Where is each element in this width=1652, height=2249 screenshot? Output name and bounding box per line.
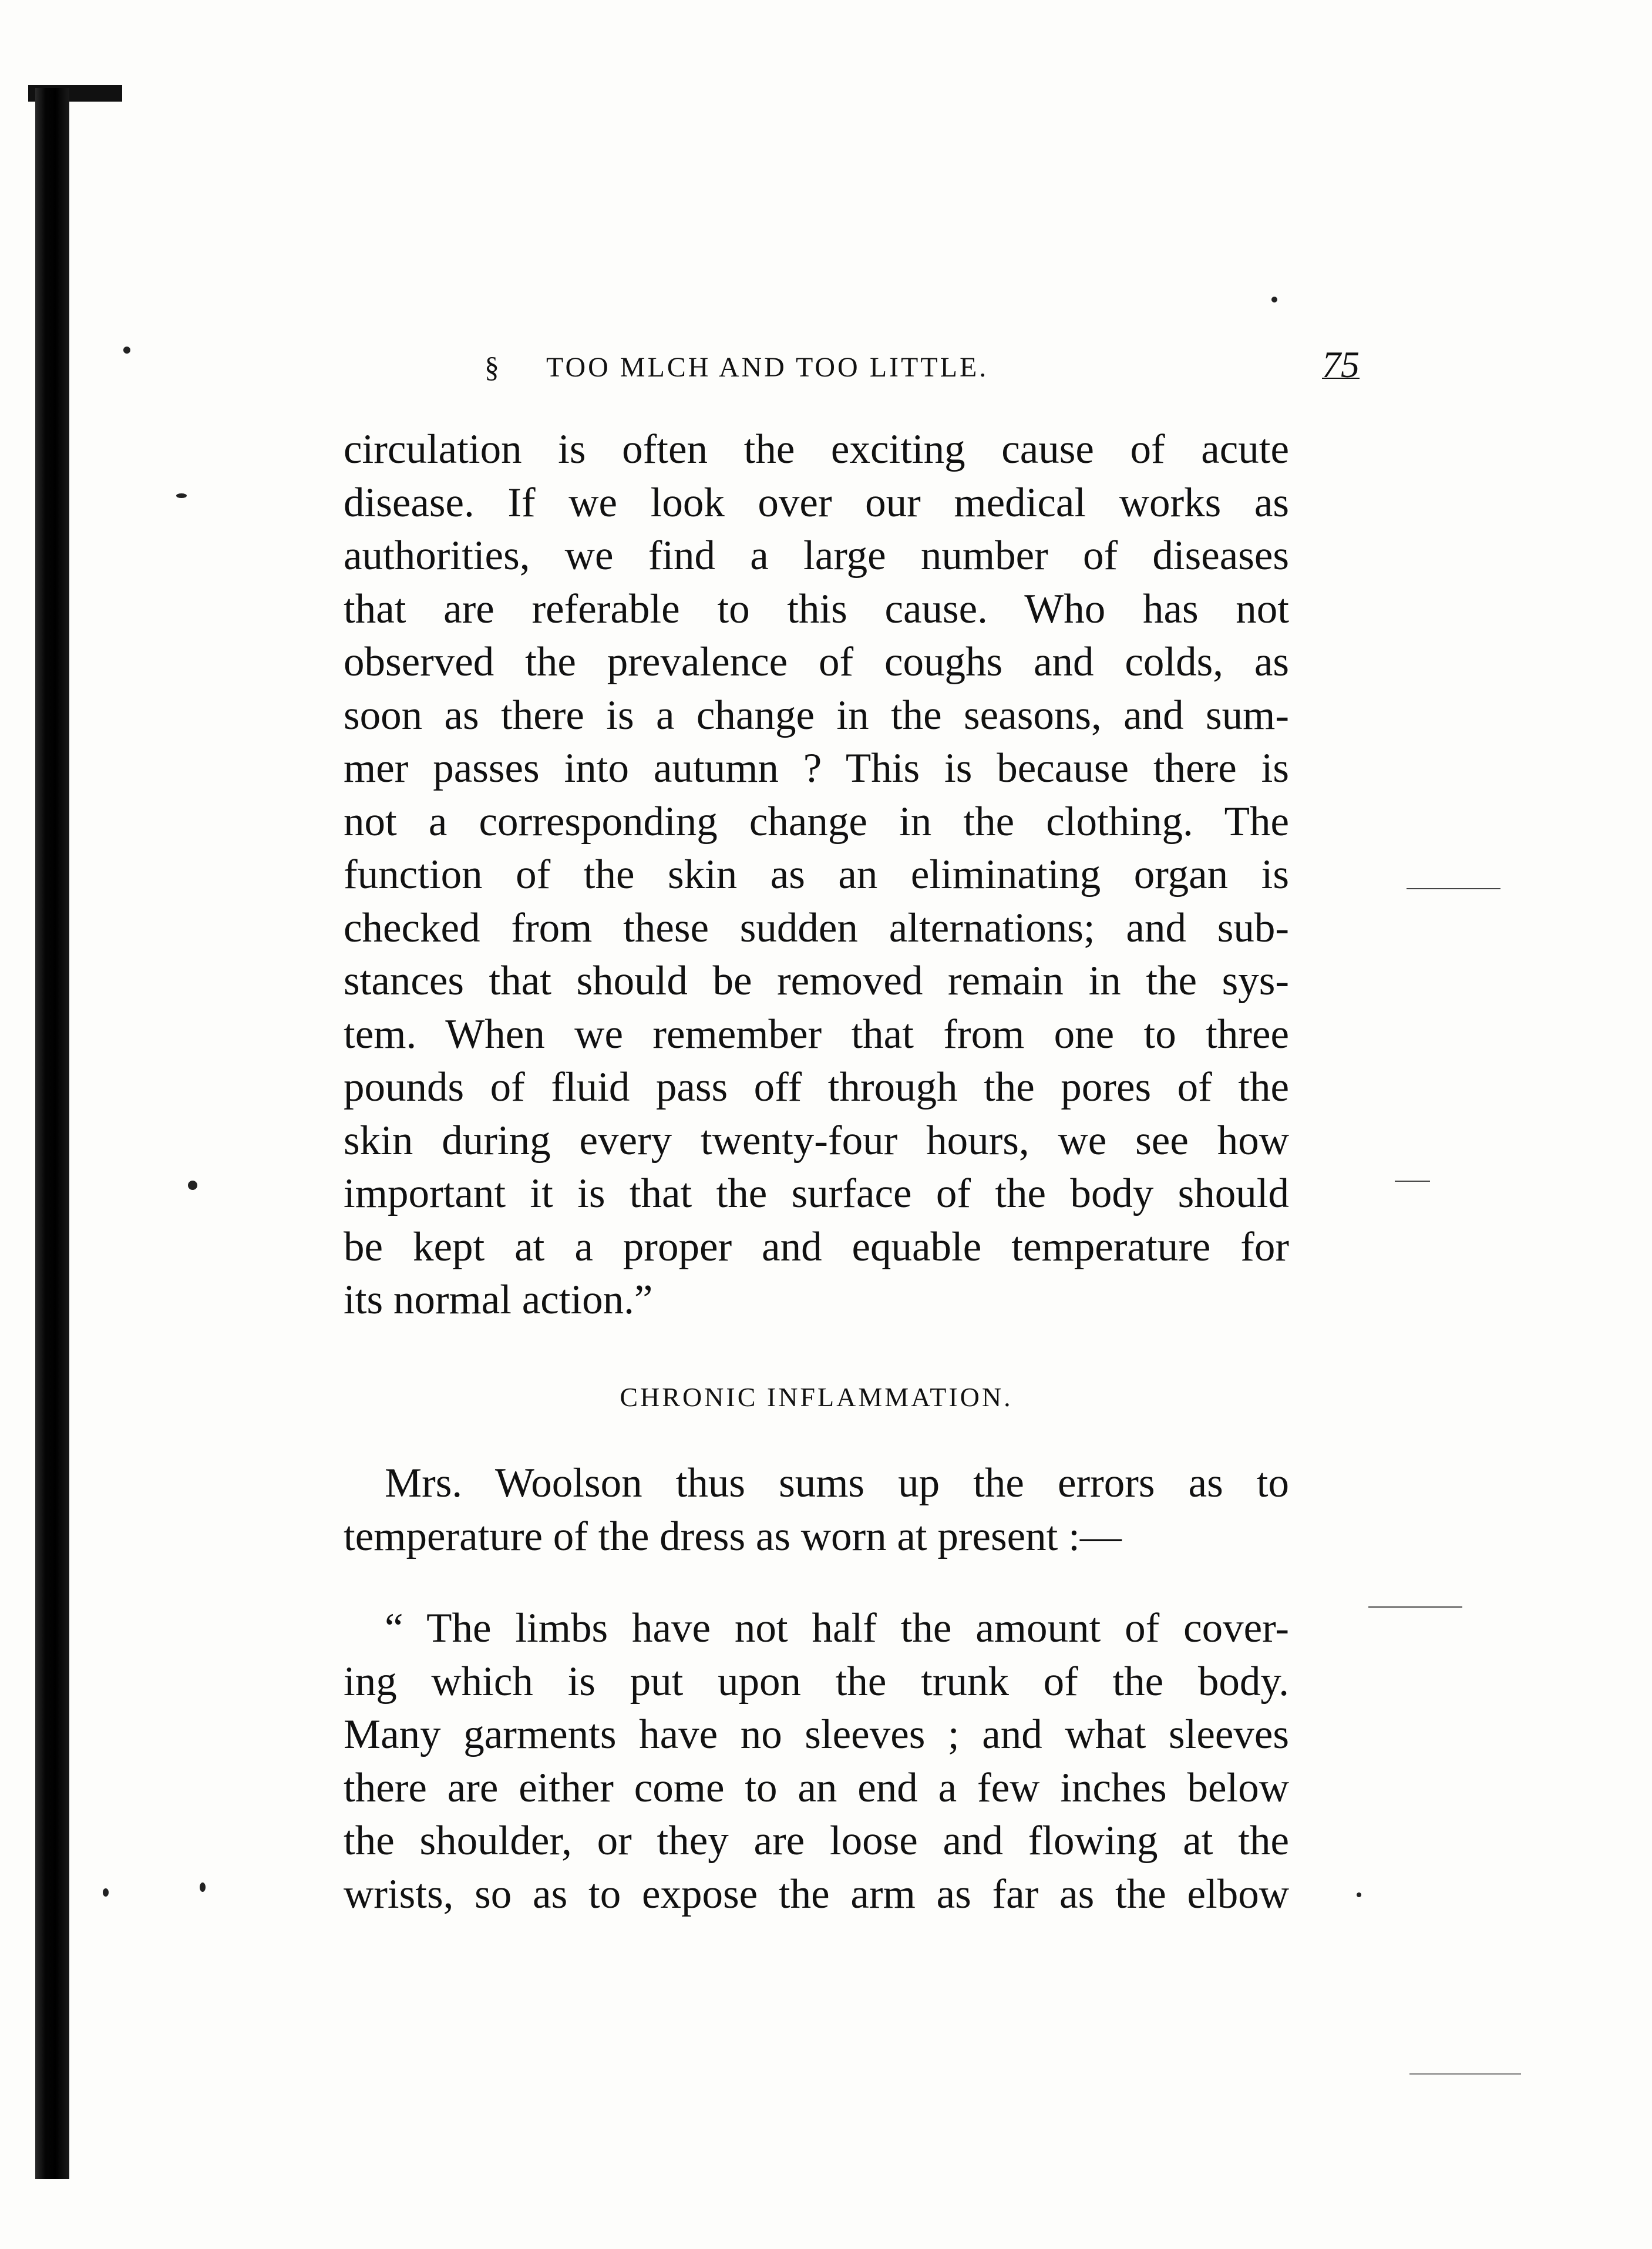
scan-rule <box>1407 888 1500 889</box>
scan-speck <box>176 493 187 498</box>
scan-speck <box>1357 1892 1361 1897</box>
scan-speck <box>123 347 130 354</box>
text-line: temperature of the dress as worn at present :— <box>344 1513 1122 1559</box>
text-line: there are either come to an end a few inches below <box>344 1764 1289 1811</box>
scan-speck <box>200 1882 206 1892</box>
paragraph-woolson <box>344 1457 1289 1563</box>
paragraph-quotation <box>344 1602 1289 1921</box>
section-heading: CHRONIC INFLAMMATION. <box>620 1382 1013 1412</box>
text-line: stances that should be removed remain in the sys- <box>344 958 1289 1004</box>
scan-rule <box>1395 1181 1430 1182</box>
text-line: Many garments have no sleeves ; and what sleeves <box>344 1712 1289 1757</box>
running-head <box>344 344 1360 391</box>
text-line: checked from these sudden alternations; and sub- <box>344 905 1289 951</box>
text-line: important it is that the surface of the body should <box>344 1171 1289 1216</box>
text-line: skin during every twenty-four hours, we see how <box>344 1117 1289 1164</box>
text-line: be kept at a proper and equable temperature for <box>344 1223 1289 1270</box>
text-line: Mrs. Woolson thus sums up the errors as to <box>385 1460 1289 1506</box>
text-line: wrists, so as to expose the arm as far as the elbow <box>344 1871 1289 1917</box>
running-head-title: TOO MLCH AND TOO LITTLE. <box>546 352 989 383</box>
text-line: pounds of fluid pass off through the pores of the <box>344 1064 1289 1110</box>
scan-rule <box>1409 2073 1521 2075</box>
text-line: authorities, we find a large number of diseases <box>344 533 1289 579</box>
text-line: its normal action.” <box>344 1277 653 1323</box>
text-line: soon as there is a change in the seasons, and sum- <box>344 692 1289 738</box>
text-line: “ The limbs have not half the amount of cover- <box>385 1605 1289 1651</box>
binding-edge <box>35 88 69 2179</box>
scan-speck <box>1271 297 1277 302</box>
text-line: disease. If we look over our medical works as <box>344 479 1289 526</box>
text-line: not a corresponding change in the clothing. The <box>344 798 1289 845</box>
page-number: 75 <box>1322 344 1360 385</box>
text-line: observed the prevalence of coughs and colds, as <box>344 639 1289 685</box>
paragraph-circulation <box>344 423 1289 1327</box>
scan-speck <box>103 1888 109 1897</box>
text-line: the shoulder, or they are loose and flowing at the <box>344 1818 1289 1864</box>
text-line: ing which is put upon the trunk of the body. <box>344 1658 1289 1705</box>
text-line: mer passes into autumn ? This is because there is <box>344 745 1289 791</box>
text-line: tem. When we remember that from one to three <box>344 1011 1289 1057</box>
text-line: that are referable to this cause. Who has not <box>344 586 1289 632</box>
running-head-mark: § <box>485 351 502 384</box>
scan-rule <box>1368 1606 1462 1608</box>
scan-speck <box>188 1181 197 1190</box>
text-line: function of the skin as an eliminating organ is <box>344 852 1289 897</box>
text-line: circulation is often the exciting cause of acute <box>344 426 1289 472</box>
